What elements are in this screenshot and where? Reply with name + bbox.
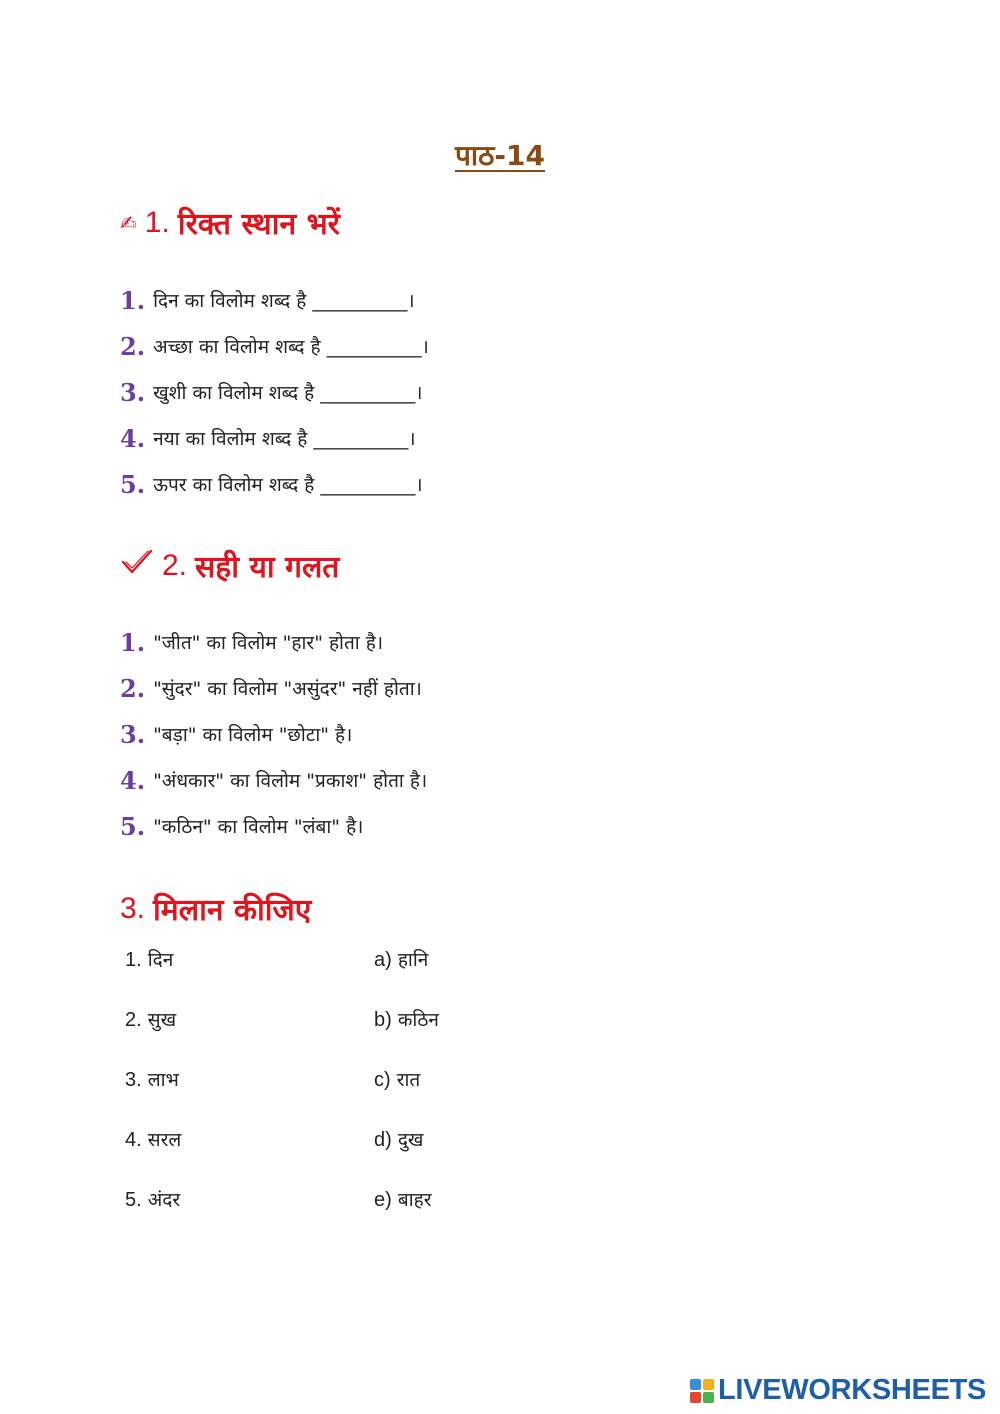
item-number: 3.	[120, 719, 146, 749]
matching-table	[125, 946, 439, 1246]
match-left-number: 4.	[125, 1129, 142, 1151]
section-number: 1.	[144, 205, 170, 239]
match-right-cell	[374, 1126, 423, 1152]
item-text: "कठिन" का विलोम "लंबा" है।	[153, 816, 364, 838]
match-left-word: अंदर	[147, 1189, 181, 1211]
item-number: 1.	[120, 285, 146, 315]
match-right-label: d)	[374, 1129, 392, 1151]
match-left-word: सरल	[147, 1129, 182, 1151]
section-number: 2.	[162, 548, 188, 582]
list-item	[120, 461, 429, 507]
match-right-label: b)	[374, 1009, 392, 1031]
item-text: "अंधकार" का विलोम "प्रकाश" होता है।	[153, 770, 428, 792]
section-heading-true-false	[120, 545, 339, 586]
item-text: "सुंदर" का विलोम "असुंदर" नहीं होता।	[153, 678, 422, 700]
item-number: 2.	[120, 331, 146, 361]
match-left-cell	[125, 1066, 374, 1092]
match-left-number: 2.	[125, 1009, 142, 1031]
section-heading-fill-blanks	[120, 202, 340, 243]
liveworksheets-logo	[690, 1374, 986, 1407]
page-title: पाठ-14	[454, 139, 545, 172]
fill-blanks-list	[120, 277, 429, 507]
match-right-label: c)	[374, 1069, 391, 1091]
list-item	[120, 415, 429, 461]
table-row	[125, 1006, 439, 1066]
list-item	[120, 369, 429, 415]
match-left-number: 1.	[125, 949, 142, 971]
match-left-word: लाभ	[147, 1069, 179, 1091]
list-item	[120, 757, 427, 803]
item-text: खुशी का विलोम शब्द है __________।	[153, 382, 423, 404]
section-heading-matching	[120, 888, 311, 929]
item-number: 5.	[120, 811, 146, 841]
writing-hand-icon: ✍	[120, 210, 137, 235]
match-left-cell	[125, 1006, 374, 1032]
check-mark-icon	[120, 547, 154, 585]
logo-text: LIVEWORKSHEETS	[718, 1374, 987, 1406]
table-row	[125, 1066, 439, 1126]
match-right-cell	[374, 1186, 431, 1212]
table-row	[125, 1186, 439, 1246]
match-left-word: सुख	[147, 1009, 177, 1031]
match-right-cell	[374, 946, 428, 972]
match-left-word: दिन	[147, 949, 174, 971]
liveworksheets-logo-icon	[690, 1379, 714, 1403]
item-number: 1.	[120, 627, 146, 657]
list-item	[120, 277, 429, 323]
match-right-label: a)	[374, 949, 392, 971]
match-right-word: कठिन	[397, 1009, 439, 1031]
match-left-cell	[125, 946, 374, 972]
match-left-cell	[125, 1186, 374, 1212]
true-false-list	[120, 619, 427, 849]
item-text: नया का विलोम शब्द है __________।	[153, 428, 416, 450]
match-right-word: हानि	[397, 949, 429, 971]
match-left-number: 5.	[125, 1189, 142, 1211]
section-title: सही या गलत	[195, 550, 340, 585]
list-item	[120, 619, 427, 665]
item-text: "जीत" का विलोम "हार" होता है।	[153, 632, 384, 654]
match-right-cell	[374, 1006, 439, 1032]
item-number: 5.	[120, 469, 146, 499]
match-right-label: e)	[374, 1189, 392, 1211]
item-text: दिन का विलोम शब्द है __________।	[153, 290, 415, 312]
match-left-number: 3.	[125, 1069, 142, 1091]
list-item	[120, 711, 427, 757]
table-row	[125, 1126, 439, 1186]
match-right-word: बाहर	[397, 1189, 432, 1211]
match-right-word: दुख	[397, 1129, 424, 1151]
section-title: मिलान कीजिए	[153, 893, 312, 928]
item-number: 2.	[120, 673, 146, 703]
match-right-word: रात	[396, 1069, 421, 1091]
section-number: 3.	[120, 891, 146, 925]
item-number: 3.	[120, 377, 146, 407]
item-text: ऊपर का विलोम शब्द है __________।	[153, 474, 423, 496]
item-number: 4.	[120, 423, 146, 453]
item-number: 4.	[120, 765, 146, 795]
item-text: "बड़ा" का विलोम "छोटा" है।	[153, 724, 353, 746]
section-title: रिक्त स्थान भरें	[177, 207, 340, 242]
list-item	[120, 665, 427, 711]
list-item	[120, 803, 427, 849]
list-item	[120, 323, 429, 369]
match-left-cell	[125, 1126, 374, 1152]
item-text: अच्छा का विलोम शब्द है __________।	[153, 336, 429, 358]
match-right-cell	[374, 1066, 420, 1092]
table-row	[125, 946, 439, 1006]
